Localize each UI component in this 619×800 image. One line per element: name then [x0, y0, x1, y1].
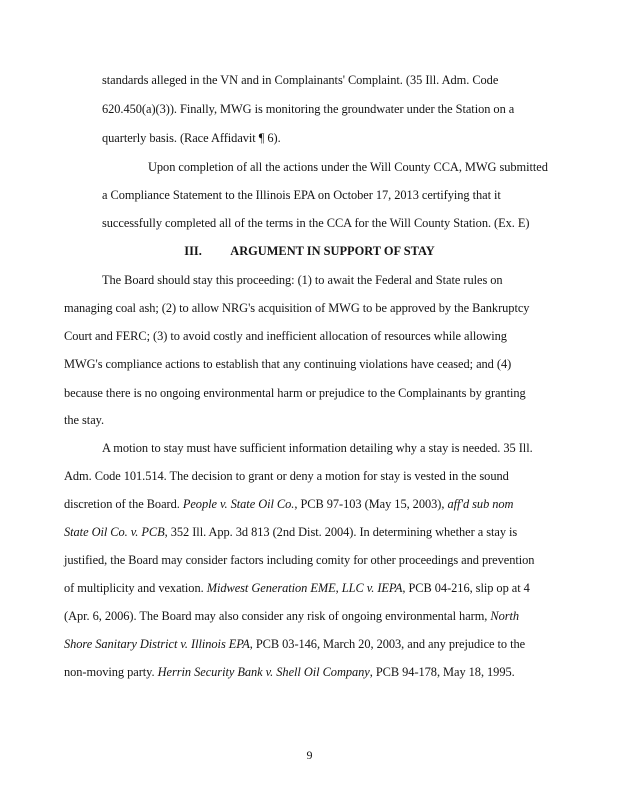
text-line: justified, the Board may consider factors including comity for other proceedings and prevention: [64, 553, 535, 567]
text-run: (Apr. 6, 2006). The Board may also consider any risk of ongoing environmental harm,: [64, 609, 491, 623]
section-number: III.: [184, 244, 202, 258]
text-line: the stay.: [64, 413, 105, 427]
case-citation: Shore Sanitary District v. Illinois EPA: [64, 637, 250, 651]
text-line: A motion to stay must have sufficient information detailing why a stay is needed. 35 Ill.: [102, 441, 533, 455]
text-run: non-moving party.: [64, 665, 158, 679]
text-line: quarterly basis. (Race Affidavit ¶ 6).: [102, 131, 281, 145]
text-line: MWG's compliance actions to establish that any continuing violations have ceased; and (4): [64, 357, 512, 371]
citation-signal: aff'd sub nom: [447, 497, 514, 511]
text-run: , PCB 97-103 (May 15, 2003),: [294, 497, 448, 511]
text-line: [64, 524, 517, 540]
text-run: , 352 Ill. App. 3d 813 (2nd Dist. 2004). In determining whether a stay is: [164, 525, 518, 539]
section-heading: [0, 243, 619, 259]
text-run: discretion of the Board.: [64, 497, 183, 511]
case-citation: North: [490, 609, 520, 623]
text-line: because there is no ongoing environmental harm or prejudice to the Complainants by granting: [64, 386, 526, 400]
text-line: [64, 636, 525, 652]
text-line: a Compliance Statement to the Illinois EPA on October 17, 2013 certifying that it: [102, 188, 501, 202]
text-line: [64, 664, 515, 680]
section-title: ARGUMENT IN SUPPORT OF STAY: [230, 244, 435, 258]
case-citation: State Oil Co. v. PCB: [64, 525, 165, 539]
page-number: 9: [306, 748, 313, 762]
case-citation: Herrin Security Bank v. Shell Oil Company: [157, 665, 370, 679]
case-citation: People v. State Oil Co.: [182, 497, 295, 511]
text-run: of multiplicity and vexation.: [64, 581, 207, 595]
text-line: Adm. Code 101.514. The decision to grant or deny a motion for stay is vested in the sound: [64, 469, 509, 483]
text-run: , PCB 03-146, March 20, 2003, and any prejudice to the: [249, 637, 526, 651]
case-citation: Midwest Generation EME, LLC v. IEPA: [206, 581, 403, 595]
text-line: successfully completed all of the terms in the CCA for the Will County Station. (Ex. E): [102, 216, 530, 230]
text-line: standards alleged in the VN and in Complainants' Complaint. (35 Ill. Adm. Code: [102, 73, 499, 87]
text-line: 620.450(a)(3)). Finally, MWG is monitoring the groundwater under the Station on a: [102, 102, 515, 116]
text-line: Upon completion of all the actions under the Will County CCA, MWG submitted: [148, 160, 548, 174]
text-line: Court and FERC; (3) to avoid costly and inefficient allocation of resources while allowing: [64, 329, 507, 343]
text-run: , PCB 94-178, May 18, 1995.: [369, 665, 515, 679]
text-line: [64, 496, 513, 512]
text-line: [64, 580, 530, 596]
text-run: , PCB 04-216, slip op at 4: [402, 581, 530, 595]
text-line: [64, 608, 519, 624]
text-line: managing coal ash; (2) to allow NRG's acquisition of MWG to be approved by the Bankruptcy: [64, 301, 530, 315]
text-line: The Board should stay this proceeding: (1) to await the Federal and State rules on: [102, 273, 503, 287]
